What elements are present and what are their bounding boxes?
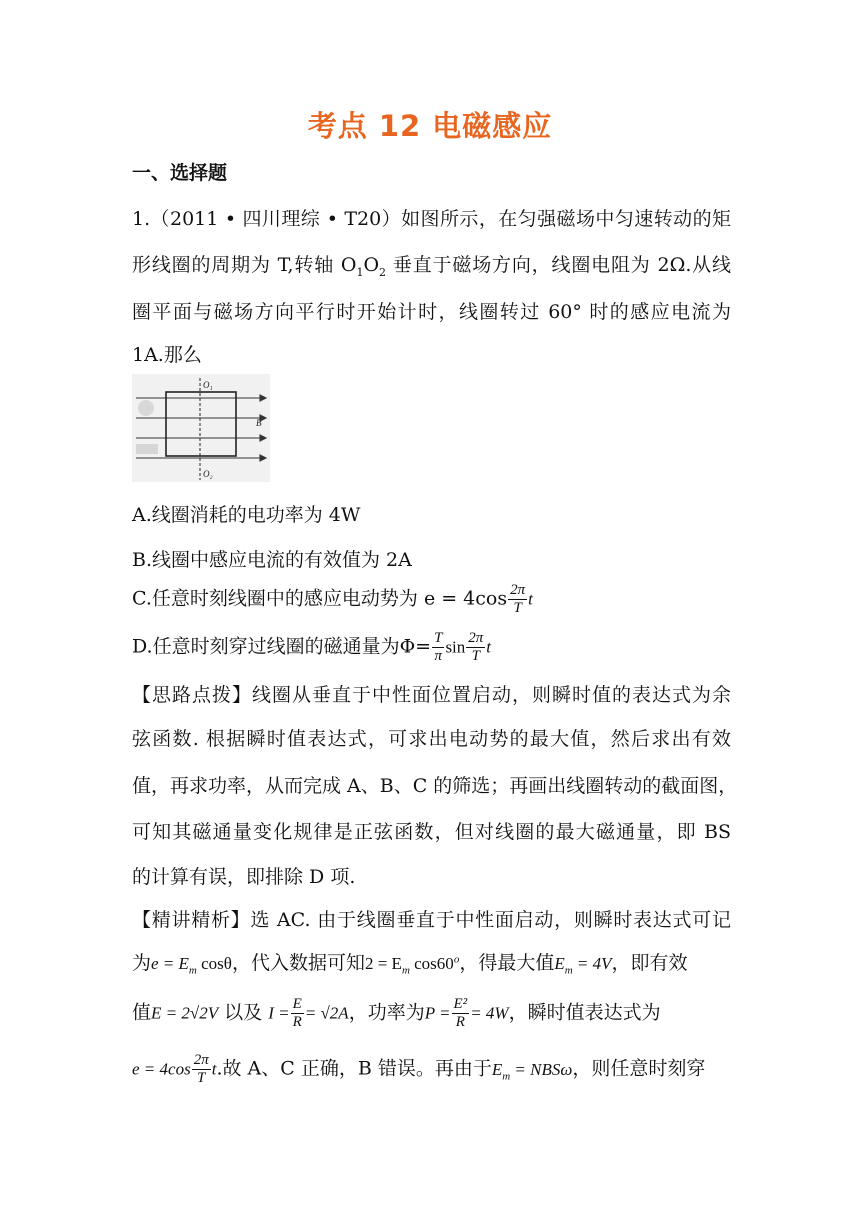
question-line-3: 圈平面与磁场方向平行时开始计时，线圈转过 60° 时的感应电流为 xyxy=(132,301,731,323)
option-c: C.任意时刻线圈中的感应电动势为 e = 4cos $\frac{2\pi}{T}$ t xyxy=(132,582,533,616)
analysis-line-4: e = 4cos $\frac{2\pi}{T}$ t.故 A、C 正确，B 错误。再由于$E_m = NBS\omega$，则任意时刻穿 xyxy=(132,1052,706,1086)
hint-line-3: 值，再求功率，从而完成 A、B、C 的筛选；再画出线圈转动的截面图， xyxy=(132,775,738,797)
hint-line-1: 【思路点拨】线圈从垂直于中性面位置启动，则瞬时值的表达式为余 xyxy=(132,684,731,706)
label-o1: O₁ xyxy=(203,380,213,390)
analysis-line-3: 值E = 2√2V 以及 I = $\frac{E}{R}$ = √2A，功率为P = $\frac{\text{E²}}{R}$ = 4W，瞬时值表达式为 xyxy=(132,996,661,1030)
question-line-1: 1.（2011 • 四川理综 • T20）如图所示，在匀强磁场中匀速转动的矩 xyxy=(132,208,731,230)
question-line-4: 1A.那么 xyxy=(132,344,202,366)
analysis-line-1: 【精讲精析】选 AC. 由于线圈垂直于中性面启动，则瞬时表达式可记 xyxy=(132,909,731,931)
hint-line-5: 的计算有误，即排除 D 项. xyxy=(132,866,356,888)
fraction-2pi-over-t: $\frac{2\pi}{T}$ xyxy=(510,582,526,616)
fraction-t-over-pi: $\frac{T}{\pi}$ xyxy=(434,630,443,664)
figure-coil xyxy=(132,374,270,482)
analysis-line-2: 为$e = E_m$ cosθ，代入数据可知$2 = E_m$ cos60$^o$，得最大值$E_m = 4V$，即有效 xyxy=(132,952,688,977)
option-b: B.线圈中感应电流的有效值为 2A xyxy=(132,549,412,571)
option-a: A.线圈消耗的电功率为 4W xyxy=(132,504,361,526)
fraction-2pi-over-t: $\frac{2\pi}{T}$ xyxy=(468,630,484,664)
option-d: D.任意时刻穿过线圈的磁通量为Φ= $\frac{T}{\pi}$ sin $\frac{2\pi}{T}$ t xyxy=(132,630,492,664)
hint-line-2: 弦函数. 根据瞬时值表达式，可求出电动势的最大值，然后求出有效 xyxy=(132,728,731,750)
page-title: 考点 12 电磁感应 xyxy=(307,109,553,143)
coil-diagram xyxy=(132,374,270,482)
question-line-2: 形线圈的周期为 T,转轴 $O_1O_2$ 垂直于磁场方向，线圈电阻为 2Ω.从线 xyxy=(132,254,732,279)
label-o2: O₂ xyxy=(203,469,213,479)
hint-line-4: 可知其磁通量变化规律是正弦函数，但对线圈的最大磁通量，即 BS xyxy=(132,821,731,843)
section-heading: 一、选择题 xyxy=(132,162,228,184)
label-b: B xyxy=(256,418,262,428)
